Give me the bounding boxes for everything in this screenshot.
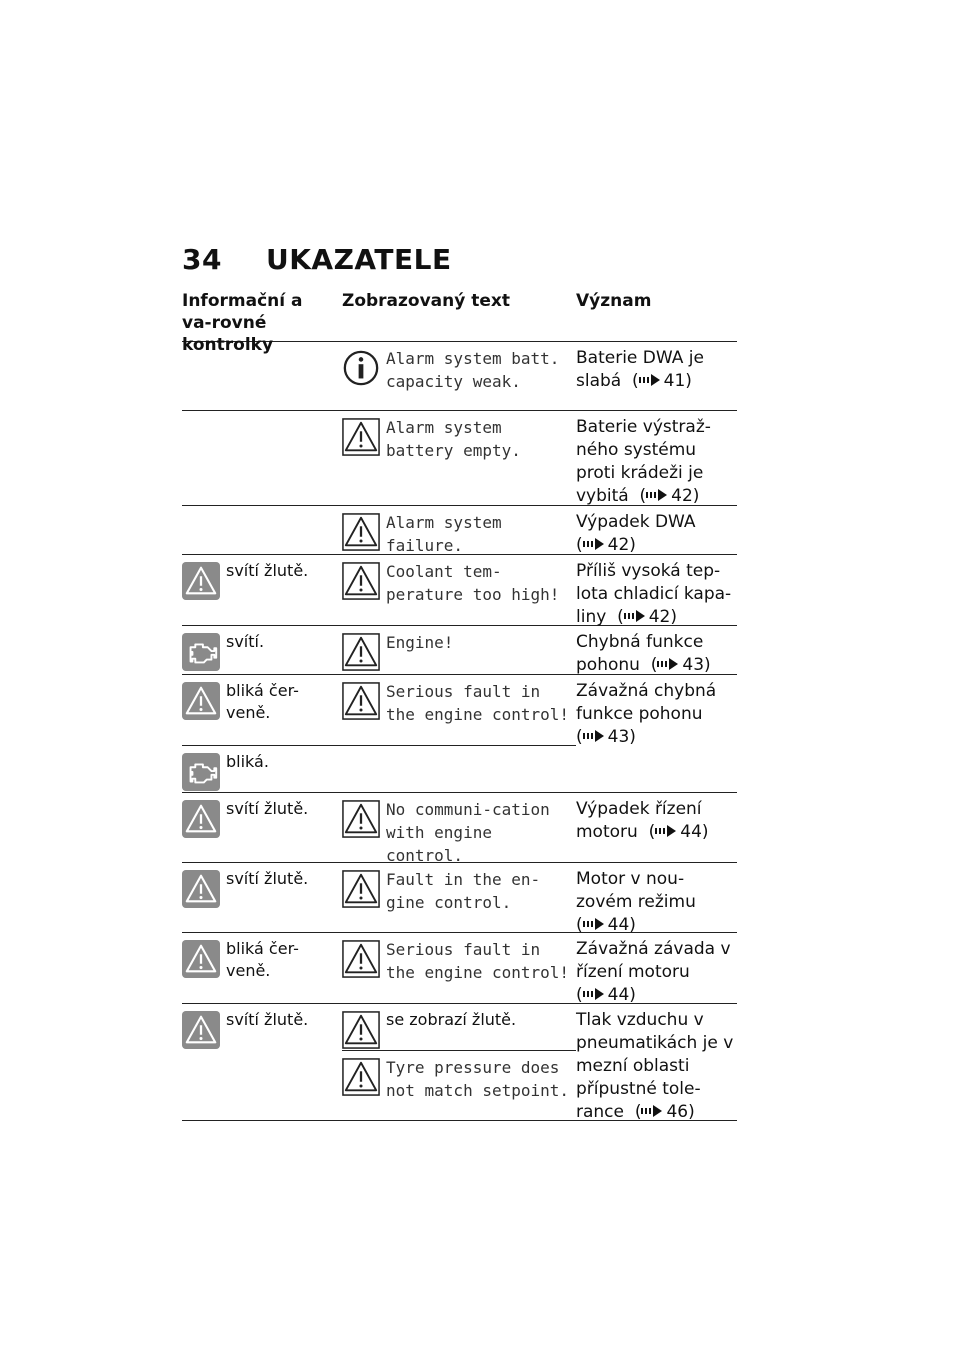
page-reference[interactable]: ( 41) bbox=[632, 371, 692, 391]
page-reference[interactable]: ( 42) bbox=[617, 607, 677, 627]
page-reference[interactable]: ( 44) bbox=[576, 985, 636, 1005]
indicator-text: bliká čer-veně. bbox=[226, 939, 299, 980]
meaning-cell bbox=[576, 1051, 737, 1120]
warning-triangle-icon bbox=[182, 562, 220, 600]
table-row bbox=[182, 555, 737, 626]
page-reference-arrow-icon bbox=[639, 373, 661, 387]
display-cell bbox=[342, 933, 576, 1003]
meaning-text: Příliš vysoká tep-lota chladicí kapa-liny bbox=[576, 561, 732, 627]
indicator-cell bbox=[182, 555, 342, 625]
meaning-cell bbox=[576, 555, 737, 625]
page-reference-arrow-icon bbox=[583, 917, 605, 931]
meaning-text: Závažná chybná funkce pohonu bbox=[576, 681, 717, 724]
page-reference-arrow-icon bbox=[646, 488, 668, 502]
table-row bbox=[182, 506, 737, 555]
page-reference[interactable]: ( 46) bbox=[634, 1102, 695, 1122]
table-row bbox=[182, 342, 737, 411]
meaning-text: Závažná závada v řízení motoru bbox=[576, 939, 731, 982]
meaning-text: Chybná funkce pohonu bbox=[576, 632, 704, 675]
table-row bbox=[182, 675, 737, 746]
table-row bbox=[182, 411, 737, 506]
meaning-text: Výpadek řízení motoru bbox=[576, 799, 702, 842]
indicator-text: bliká čer-veně. bbox=[226, 681, 299, 722]
indicator-cell bbox=[182, 863, 342, 932]
page-reference-arrow-icon bbox=[624, 609, 646, 623]
table-row bbox=[182, 1051, 737, 1121]
table-row bbox=[182, 626, 737, 675]
display-text: Serious fault in the engine control! bbox=[386, 682, 570, 724]
display-cell bbox=[342, 675, 576, 746]
display-cell bbox=[342, 793, 576, 865]
page-number: 34 bbox=[182, 243, 222, 276]
page-reference[interactable]: ( 44) bbox=[576, 915, 636, 935]
table-row bbox=[182, 863, 737, 933]
meaning-cell bbox=[576, 626, 737, 674]
table-row bbox=[182, 793, 737, 863]
display-text: se zobrazí žlutě. bbox=[386, 1010, 517, 1029]
indicator-text: svítí žlutě. bbox=[226, 799, 309, 818]
page-reference[interactable]: ( 42) bbox=[639, 486, 700, 506]
display-text: Alarm system batt. capacity weak. bbox=[386, 349, 560, 391]
meaning-text: Tlak vzduchu v pneumatikách je v mezní oblasti přípustné tole-rance bbox=[576, 1010, 734, 1122]
warning-triangle-icon bbox=[342, 633, 380, 671]
table-row bbox=[182, 933, 737, 1004]
meaning-cell bbox=[576, 342, 737, 410]
indicator-cell bbox=[182, 626, 342, 674]
display-cell bbox=[342, 1051, 576, 1120]
warning-triangle-icon bbox=[342, 940, 380, 978]
indicator-cell bbox=[182, 746, 342, 792]
display-text: Coolant tem-perature too high! bbox=[386, 562, 560, 604]
meaning-text: Motor v nou-zovém režimu bbox=[576, 869, 696, 912]
indicator-cell bbox=[182, 933, 342, 1003]
indicator-text: svítí. bbox=[226, 632, 265, 651]
table-header bbox=[182, 290, 737, 355]
meaning-cell bbox=[576, 411, 737, 505]
column-header-meaning: Význam bbox=[576, 291, 652, 311]
display-cell bbox=[342, 411, 576, 505]
display-cell bbox=[342, 342, 576, 410]
meaning-text: Baterie DWA je slabá bbox=[576, 348, 704, 391]
display-cell bbox=[342, 506, 576, 554]
meaning-cell bbox=[576, 746, 737, 792]
display-text: Engine! bbox=[386, 633, 454, 652]
page-header bbox=[182, 243, 452, 276]
info-icon bbox=[342, 349, 380, 387]
engine-icon bbox=[182, 753, 220, 791]
warning-triangle-icon bbox=[182, 870, 220, 908]
engine-icon bbox=[182, 633, 220, 671]
warning-triangle-icon bbox=[342, 870, 380, 908]
column-header-indicators: Informační a va-rovné kontrolky bbox=[182, 291, 303, 355]
warning-triangle-icon bbox=[182, 940, 220, 978]
meaning-cell bbox=[576, 933, 737, 1003]
indicator-cell bbox=[182, 342, 342, 410]
warning-triangle-icon bbox=[182, 1011, 220, 1049]
page-reference-arrow-icon bbox=[583, 987, 605, 1001]
meaning-cell bbox=[576, 675, 737, 746]
page-reference-arrow-icon bbox=[655, 824, 677, 838]
display-text: No communi-cation with engine control. bbox=[386, 800, 550, 865]
meaning-cell bbox=[576, 506, 737, 554]
display-cell bbox=[342, 1004, 576, 1051]
indicator-text: svítí žlutě. bbox=[226, 1010, 309, 1029]
indicator-cell bbox=[182, 506, 342, 554]
page-reference[interactable]: ( 42) bbox=[576, 535, 636, 555]
warning-triangle-icon bbox=[342, 682, 380, 720]
warning-triangle-icon bbox=[342, 1011, 380, 1049]
page-reference-arrow-icon bbox=[657, 657, 679, 671]
display-cell bbox=[342, 555, 576, 625]
indicator-text: bliká. bbox=[226, 752, 269, 771]
meaning-cell bbox=[576, 793, 737, 862]
display-cell bbox=[342, 863, 576, 932]
indicator-cell bbox=[182, 1051, 342, 1120]
display-cell bbox=[342, 626, 576, 674]
page-title: UKAZATELE bbox=[266, 243, 452, 276]
indicator-text: svítí žlutě. bbox=[226, 869, 309, 888]
indicator-table bbox=[182, 290, 737, 1121]
indicator-cell bbox=[182, 675, 342, 746]
display-text: Alarm system battery empty. bbox=[386, 418, 521, 460]
meaning-cell bbox=[576, 1004, 737, 1122]
meaning-text: Výpadek DWA bbox=[576, 512, 696, 532]
warning-triangle-icon bbox=[182, 682, 220, 720]
warning-triangle-icon bbox=[182, 800, 220, 838]
warning-triangle-icon bbox=[342, 418, 380, 456]
warning-triangle-icon bbox=[342, 800, 380, 838]
table-row bbox=[182, 746, 737, 793]
column-header-display-text: Zobrazovaný text bbox=[342, 291, 511, 311]
warning-triangle-icon bbox=[342, 513, 380, 551]
meaning-cell bbox=[576, 863, 737, 935]
page-reference[interactable]: ( 43) bbox=[650, 655, 711, 675]
indicator-text: svítí žlutě. bbox=[226, 561, 309, 580]
page-reference-arrow-icon bbox=[583, 537, 605, 551]
display-text: Tyre pressure does not match setpoint. bbox=[386, 1058, 570, 1100]
display-text: Serious fault in the engine control! bbox=[386, 940, 570, 982]
page-reference[interactable]: ( 43) bbox=[576, 727, 636, 747]
indicator-cell bbox=[182, 411, 342, 505]
warning-triangle-icon bbox=[342, 562, 380, 600]
meaning-text: Baterie výstraž-ného systému proti krádeži je vybitá bbox=[576, 417, 711, 506]
warning-triangle-icon bbox=[342, 1058, 380, 1096]
indicator-cell bbox=[182, 793, 342, 862]
display-cell bbox=[342, 746, 576, 792]
indicator-cell bbox=[182, 1004, 342, 1051]
page-reference[interactable]: ( 44) bbox=[648, 822, 709, 842]
display-text: Fault in the en-gine control. bbox=[386, 870, 541, 912]
display-text: Alarm system failure. bbox=[386, 513, 502, 555]
page-reference-arrow-icon bbox=[583, 729, 605, 743]
